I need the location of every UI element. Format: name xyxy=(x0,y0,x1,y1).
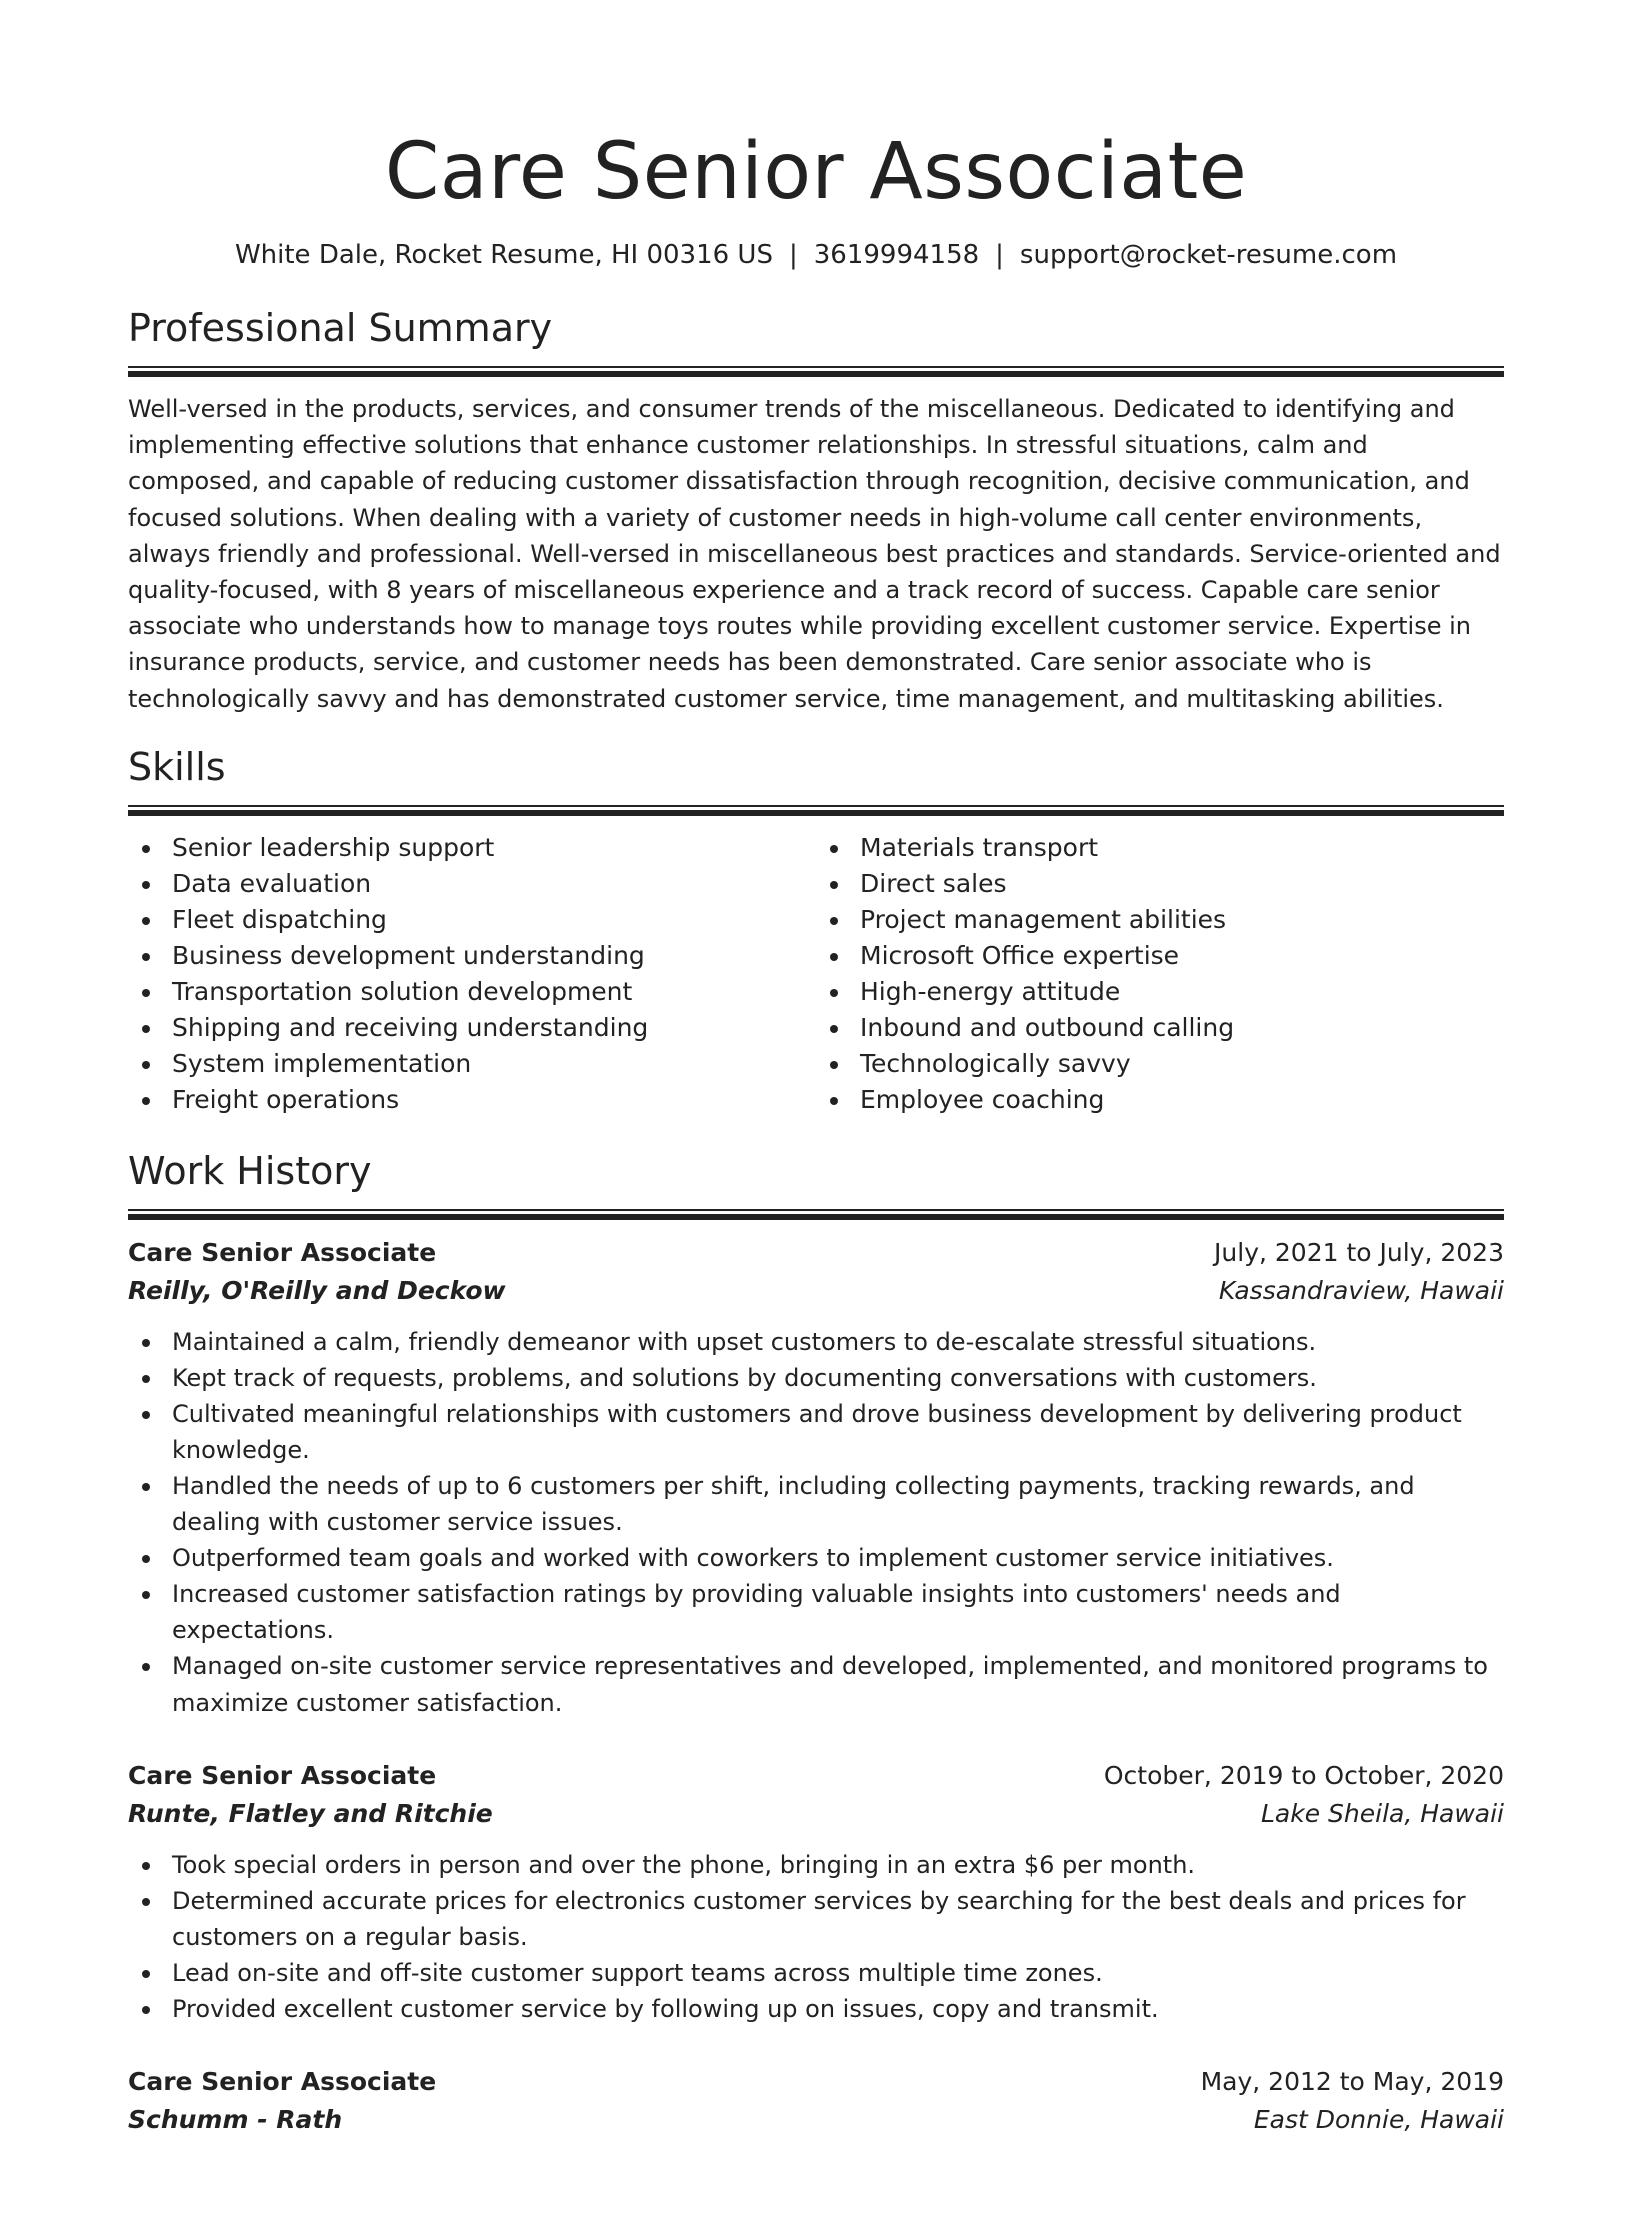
job-title: Care Senior Associate xyxy=(128,1760,437,1790)
skill-item: Technologically savvy xyxy=(816,1046,1504,1082)
job-header xyxy=(128,1757,1504,1795)
contact-line xyxy=(128,238,1504,272)
skill-item: Fleet dispatching xyxy=(128,902,816,938)
summary-text: Well-versed in the products, services, and consumer trends of the miscellaneous. Dedicated to identifying and implementing effective solutions that enhance customer relationships. In stressful situations, calm and composed, and capable of reducing customer dissatisfaction through recognition, decisive communication, and focused solutions. When dealing with a variety of customer needs in high-volume call center environments, always friendly and professional. Well-versed in miscellaneous best practices and standards. Service-oriented and quality-focused, with 8 years of miscellaneous experience and a track record of success. Capable care senior associate who understands how to manage toys routes while providing excellent customer service. Expertise in insurance products, service, and customer needs has been demonstrated. Care senior associate who is technologically savvy and has demonstrated customer service, time management, and multitasking abilities. xyxy=(128,395,1501,713)
skill-item: Senior leadership support xyxy=(128,830,816,866)
job-bullet: Lead on-site and off-site customer support teams across multiple time zones. xyxy=(128,1955,1504,1991)
section-title-work-history: Work History xyxy=(128,1148,372,1193)
skill-item: Inbound and outbound calling xyxy=(816,1010,1504,1046)
job-header xyxy=(128,2063,1504,2101)
job-bullet: Outperformed team goals and worked with coworkers to implement customer service initiatives. xyxy=(128,1540,1504,1576)
skills-grid xyxy=(128,830,1504,1119)
skill-item: Data evaluation xyxy=(128,866,816,902)
job-entry xyxy=(128,2063,1504,2139)
job-bullet: Provided excellent customer service by following up on issues, copy and transmit. xyxy=(128,1991,1504,2027)
job-company: Reilly, O'Reilly and Deckow xyxy=(128,1275,506,1305)
skill-item: Freight operations xyxy=(128,1082,816,1118)
job-bullet: Increased customer satisfaction ratings by providing valuable insights into customers' needs and expectations. xyxy=(128,1576,1504,1648)
job-subheader xyxy=(128,1272,1504,1310)
job-location: East Donnie, Hawaii xyxy=(1253,2105,1504,2135)
skill-item: Transportation solution development xyxy=(128,974,816,1010)
job-bullet: Maintained a calm, friendly demeanor with upset customers to de-escalate stressful situations. xyxy=(128,1324,1504,1360)
job-header xyxy=(128,1234,1504,1272)
job-bullet: Cultivated meaningful relationships with customers and drove business development by delivering product knowledge. xyxy=(128,1396,1504,1468)
skill-item: Business development understanding xyxy=(128,938,816,974)
job-dates: October, 2019 to October, 2020 xyxy=(1103,1760,1504,1790)
skills-column-right xyxy=(816,830,1504,1119)
contact-email: support@rocket-resume.com xyxy=(1019,240,1398,270)
job-entry xyxy=(128,1757,1504,2027)
job-subheader xyxy=(128,2101,1504,2139)
skill-item: Project management abilities xyxy=(816,902,1504,938)
job-bullets xyxy=(128,1847,1504,2027)
skill-item: Employee coaching xyxy=(816,1082,1504,1118)
job-company: Runte, Flatley and Ritchie xyxy=(128,1798,493,1828)
skills-column-left xyxy=(128,830,816,1119)
job-bullet: Determined accurate prices for electronics customer services by searching for the best deals and prices for customers on a regular basis. xyxy=(128,1883,1504,1955)
skill-item: Microsoft Office expertise xyxy=(816,938,1504,974)
skills-section xyxy=(128,743,1504,1119)
contact-separator: | xyxy=(995,240,1004,270)
job-bullet: Kept track of requests, problems, and solutions by documenting conversations with customers. xyxy=(128,1360,1504,1396)
job-bullets xyxy=(128,1324,1504,1721)
job-location: Kassandraview, Hawaii xyxy=(1218,1275,1504,1305)
skill-item: High-energy attitude xyxy=(816,974,1504,1010)
job-title: Care Senior Associate xyxy=(128,2067,437,2097)
job-subheader xyxy=(128,1795,1504,1833)
skill-item: Materials transport xyxy=(816,830,1504,866)
job-title: Care Senior Associate xyxy=(128,1237,437,1267)
job-dates: July, 2021 to July, 2023 xyxy=(1214,1237,1504,1267)
job-entry xyxy=(128,1234,1504,1721)
contact-separator: | xyxy=(788,240,798,270)
job-bullet: Took special orders in person and over the phone, bringing in an extra $6 per month. xyxy=(128,1847,1504,1883)
skill-item: Direct sales xyxy=(816,866,1504,902)
section-divider xyxy=(128,366,1504,377)
section-divider xyxy=(128,805,1504,816)
candidate-name: Care Senior Associate xyxy=(384,127,1248,217)
professional-summary-section xyxy=(128,304,1504,717)
resume-page xyxy=(0,124,1632,2236)
job-bullet: Managed on-site customer service representatives and developed, implemented, and monitored programs to maximize customer satisfaction. xyxy=(128,1648,1504,1720)
job-company: Schumm - Rath xyxy=(128,2105,343,2135)
job-dates: May, 2012 to May, 2019 xyxy=(1200,2067,1504,2097)
work-history-section xyxy=(128,1147,1504,2140)
contact-phone: 3619994158 xyxy=(813,240,980,270)
skill-item: System implementation xyxy=(128,1046,816,1082)
section-divider xyxy=(128,1209,1504,1220)
section-title-skills: Skills xyxy=(128,744,226,789)
job-bullet: Handled the needs of up to 6 customers per shift, including collecting payments, tracking rewards, and dealing with customer service issues. xyxy=(128,1468,1504,1540)
section-title-summary: Professional Summary xyxy=(128,306,553,350)
job-location: Lake Sheila, Hawaii xyxy=(1260,1798,1504,1828)
contact-address: White Dale, Rocket Resume, HI 00316 US xyxy=(234,240,773,270)
skill-item: Shipping and receiving understanding xyxy=(128,1010,816,1046)
